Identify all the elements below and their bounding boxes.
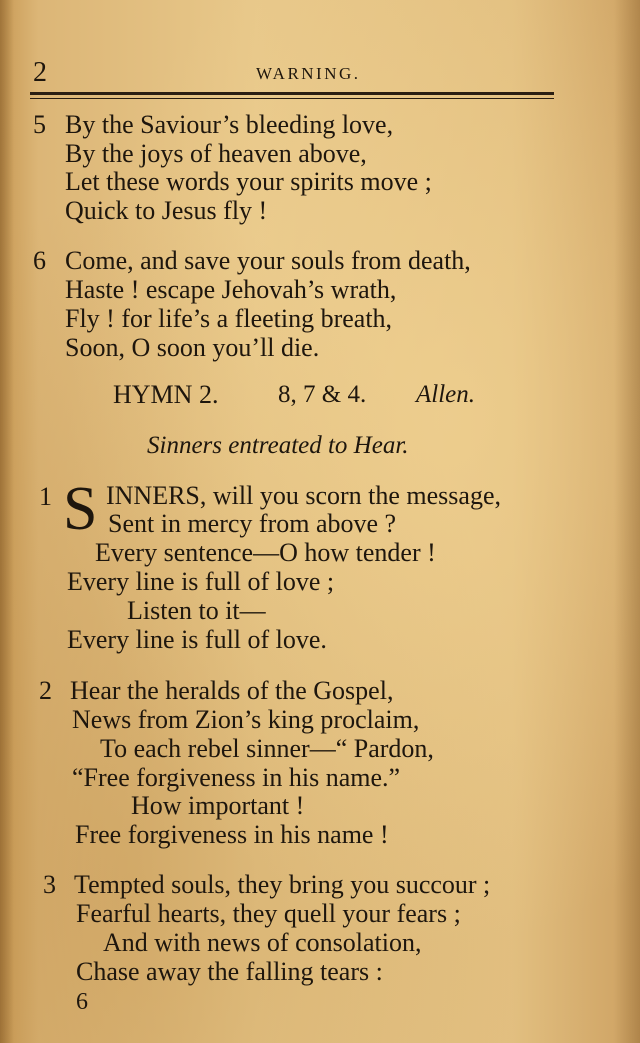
signature-mark: 6 [76,989,88,1015]
stanza-number: 1 [39,482,52,511]
verse-line: How important ! [131,791,305,820]
verse-line: To each rebel sinner—“ Pardon, [100,734,434,763]
verse-line: Hear the heralds of the Gospel, [70,676,394,705]
verse-line: And with news of consolation, [103,928,422,957]
verse-line: Come, and save your souls from death, [65,246,471,275]
verse-line: By the joys of heaven above, [65,139,367,168]
drop-cap: S [63,475,98,543]
verse-line: Soon, O soon you’ll die. [65,333,320,362]
stanza-number: 6 [33,246,46,275]
verse-line: Fly ! for life’s a fleeting breath, [65,304,393,333]
verse-line: “Free forgiveness in his name.” [72,763,401,792]
verse-line: Sent in mercy from above ? [108,509,397,538]
hymn-subtitle: Sinners entreated to Hear. [147,432,409,459]
verse-line: Every line is full of love ; [67,567,335,596]
verse-line: Tempted souls, they bring you succour ; [74,870,491,899]
header-rule-thin [30,98,554,99]
verse-line: News from Zion’s king proclaim, [72,705,420,734]
running-title: WARNING. [256,64,361,83]
hymn-meter: 8, 7 & 4. [278,381,367,408]
hymn-heading: HYMN 2. [113,380,219,409]
hymn-tune: Allen. [416,381,476,408]
verse-line: Every sentence—O how tender ! [95,538,436,567]
page-edge-right [614,0,640,1043]
verse-line: Every line is full of love. [67,625,327,654]
verse-line: By the Saviour’s bleeding love, [65,110,394,139]
verse-line: Chase away the falling tears : [76,957,383,986]
verse-line: Quick to Jesus fly ! [65,196,268,225]
page-header [0,57,640,91]
stanza-number: 5 [33,110,46,139]
verse-line: Listen to it— [127,596,266,625]
verse-line: Fearful hearts, they quell your fears ; [76,899,461,928]
page-number: 2 [33,57,47,88]
stanza-number: 3 [43,870,56,899]
verse-line: INNERS, will you scorn the message, [106,481,502,510]
verse-line: Haste ! escape Jehovah’s wrath, [65,275,397,304]
stanza-number: 2 [39,676,52,705]
page-edge-left [0,0,14,1043]
verse-line: Free forgiveness in his name ! [75,820,389,849]
verse-line: Let these words your spirits move ; [65,167,432,196]
header-rule-thick [30,92,554,95]
